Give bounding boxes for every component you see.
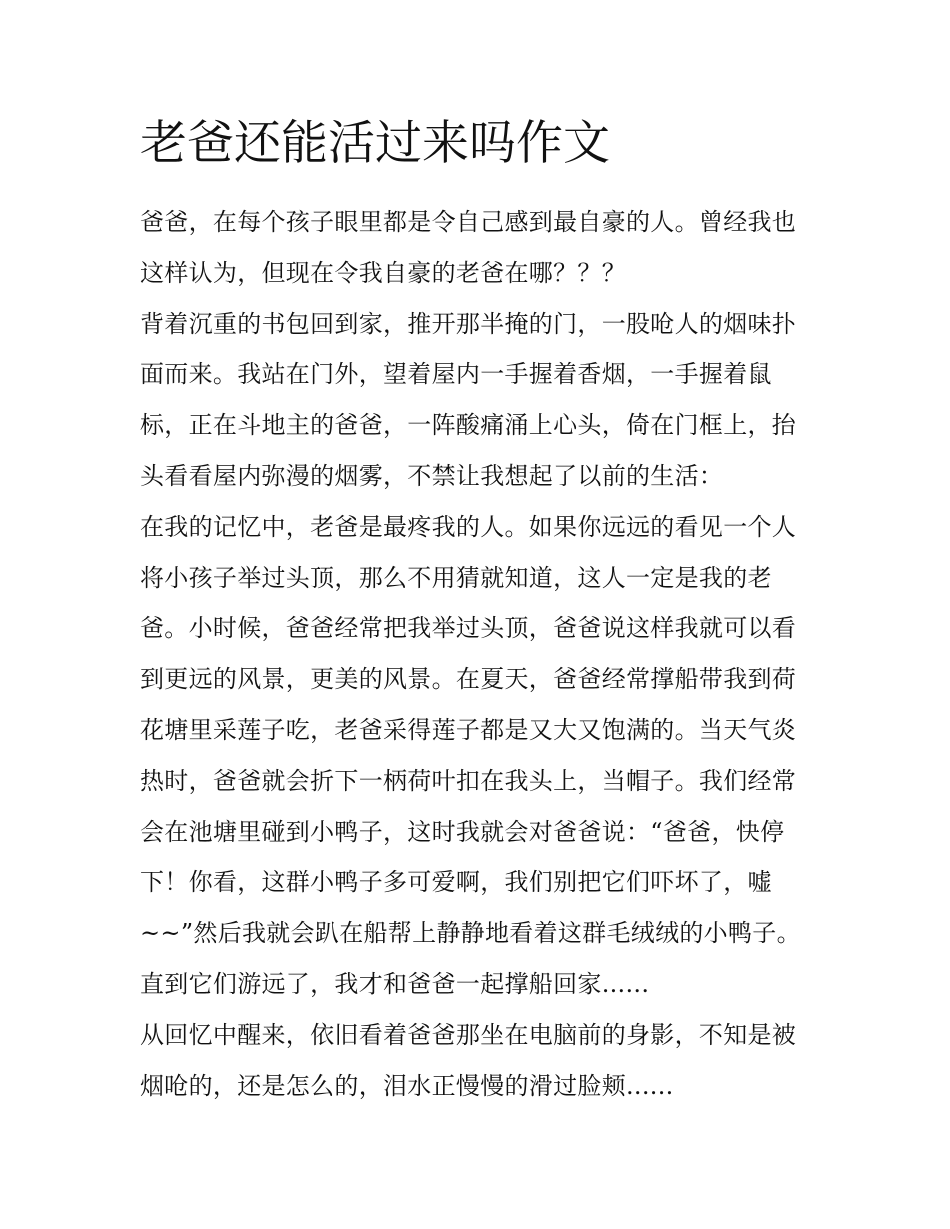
essay-body bbox=[140, 197, 820, 1111]
text-line: 将小孩子举过头顶，那么不用猜就知道，这人一定是我的老 bbox=[140, 563, 772, 592]
text-line: 直到它们游远了，我才和爸爸一起撑船回家...... bbox=[140, 969, 650, 998]
text-line: 下！你看，这群小鸭子多可爱啊，我们别把它们吓坏了，嘘 bbox=[140, 868, 772, 897]
text-line: ~~”然后我就会趴在船帮上静静地看着这群毛绒绒的小鸭子。 bbox=[140, 919, 801, 948]
text-line: 花塘里采莲子吃，老爸采得莲子都是又大又饱满的。当天气炎 bbox=[140, 715, 797, 744]
text-line: 标，正在斗地主的爸爸，一阵酸痛涌上心头，倚在门框上，抬 bbox=[140, 411, 797, 440]
text-line: 爸爸，在每个孩子眼里都是令自己感到最自豪的人。曾经我也 bbox=[140, 208, 797, 236]
text-line: 这样认为，但现在令我自豪的老爸在哪？？？ bbox=[140, 258, 626, 287]
document-title: 老爸还能活过来吗作文 bbox=[140, 116, 610, 171]
text-line: 爸。小时候，爸爸经常把我举过头顶，爸爸说这样我就可以看 bbox=[140, 614, 797, 643]
text-line: 面而来。我站在门外，望着屋内一手握着香烟，一手握着鼠 bbox=[140, 360, 772, 389]
text-line: 头看看屋内弥漫的烟雾，不禁让我想起了以前的生活： bbox=[140, 461, 724, 490]
text-line: 从回忆中醒来，依旧看着爸爸那坐在电脑前的身影，不知是被 bbox=[140, 1020, 797, 1049]
text-line: 背着沉重的书包回到家，推开那半掩的门，一股呛人的烟味扑 bbox=[140, 309, 797, 338]
text-line: 会在池塘里碰到小鸭子，这时我就会对爸爸说：“爸爸，快停 bbox=[140, 817, 785, 846]
text-line: 在我的记忆中，老爸是最疼我的人。如果你远远的看见一个人 bbox=[140, 512, 797, 541]
text-line: 热时，爸爸就会折下一柄荷叶扣在我头上，当帽子。我们经常 bbox=[140, 766, 797, 795]
text-line: 烟呛的，还是怎么的，泪水正慢慢的滑过脸颊...... bbox=[140, 1071, 674, 1100]
text-line: 到更远的风景，更美的风景。在夏天，爸爸经常撑船带我到荷 bbox=[140, 665, 797, 694]
